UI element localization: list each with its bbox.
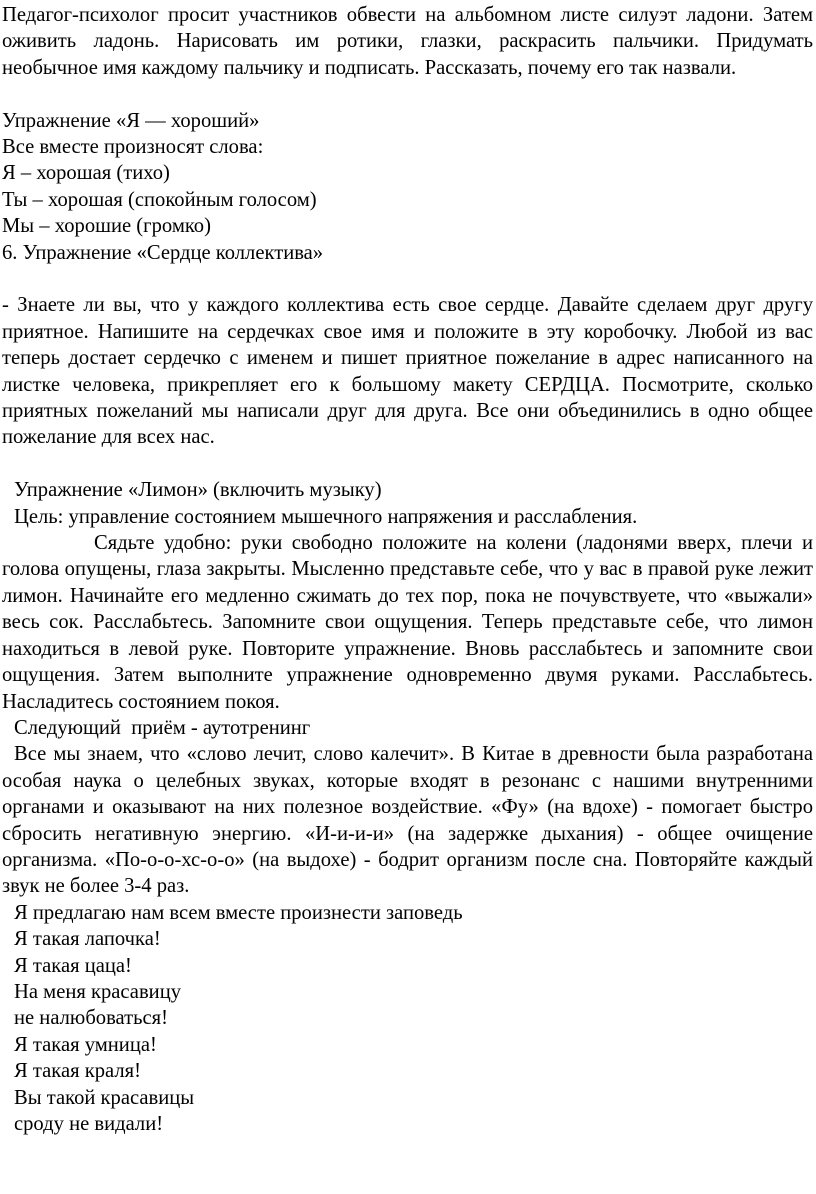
paragraph-heart-exercise: - Знаете ли вы, что у каждого коллектива есть свое сердце. Давайте сделаем друг другу приятное. Напишите на сердечках свое имя и положите в эту коробочку. Любой из вас теперь достает сердечко с именем и пишет приятное пожелание в адрес написанного на листке человека, прикрепляет его к большому макету СЕРДЦА. Посмотрите, сколько приятных пожеланий мы написали друг для друга. Все они объединились в одно общее пожелание для всех нас. — [2, 294, 813, 449]
exercise-goal-lemon: Цель: управление состоянием мышечного напряжения и расслабления. — [14, 505, 638, 528]
affirmation-line: не налюбоваться! — [14, 1007, 169, 1030]
exercise-line: Я – хорошая (тихо) — [2, 162, 170, 185]
paragraph-autotraining: Все мы знаем, что «слово лечит, слово калечит». В Китае в древности была разработана особая наука о целебных звуках, которые входят в резонанс с нашими внутренними органами и оказывают на них полезное воздействие. «Фу» (на вдохе) - помогает быстро сбросить негативную энергию. «И-и-и-и» (на задержке дыхания) - общее очищение организма. «По-о-о-хс-о-о» (на выдохе) - бодрит организм после сна. Повторяйте каждый звук не более 3-4 раз. — [2, 743, 813, 898]
affirmation-intro: Я предлагаю нам всем вместе произнести заповедь — [14, 901, 463, 924]
affirmation-line: сроду не видали! — [14, 1113, 164, 1136]
exercise-line: Ты – хорошая (спокойным голосом) — [2, 188, 317, 211]
exercise-title-heart: 6. Упражнение «Сердце коллектива» — [2, 241, 324, 264]
exercise-title-good: Упражнение «Я — хороший» — [2, 109, 260, 132]
spacer — [2, 451, 813, 477]
affirmation-line: На меня красавицу — [14, 980, 182, 1003]
affirmation-line: Я такая лапочка! — [14, 928, 161, 951]
paragraph-palm-exercise: Педагог-психолог просит участников обвести на альбомном листе силуэт ладони. Затем оживить ладонь. Нарисовать им ротики, глазки, раскрасить пальчики. Придумать необычное имя каждому пальчику и подписать. Рассказать, почему его так назвали. — [2, 4, 813, 79]
exercise-line: Мы – хорошие (громко) — [2, 215, 211, 238]
affirmation-line: Вы такой красавицы — [14, 1086, 195, 1109]
paragraph-lemon-exercise: Сядьте удобно: руки свободно положите на колени (ладонями вверх, плечи и голова опущены, глаза закрыты. Мысленно представьте себе, что у вас в правой руке лежит лимон. Начинайте его медленно сжимать до тех пор, пока не почувствуете, что «выжали» весь сок. Расслабьтесь. Запомните свои ощущения. Теперь представьте себе, что лимон находиться в левой руке. Повторите упражнение. Вновь расслабьтесь и запомните свои ощущения. Затем выполните упражнение одновременно двумя руками. Расслабьтесь. Насладитесь состоянием покоя. — [2, 532, 813, 713]
affirmation-line: Я такая умница! — [14, 1033, 157, 1056]
affirmation-line: Я такая цаца! — [14, 954, 132, 977]
spacer — [2, 266, 813, 292]
exercise-intro-good: Все вместе произносят слова: — [2, 136, 264, 159]
affirmation-line: Я такая краля! — [14, 1060, 141, 1083]
exercise-title-autotraining: Следующий приём - аутотренинг — [14, 716, 311, 739]
exercise-title-lemon: Упражнение «Лимон» (включить музыку) — [14, 479, 382, 502]
spacer — [2, 81, 813, 107]
